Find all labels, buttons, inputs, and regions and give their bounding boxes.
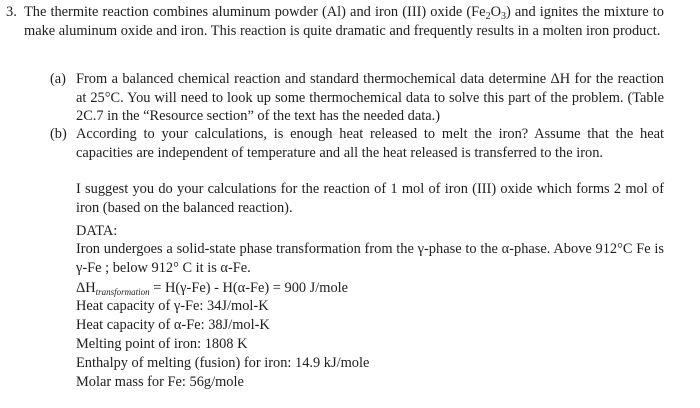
dh-transformation-line <box>76 279 348 297</box>
phase-transformation-text: Iron undergoes a solid-state phase transformation from the γ-phase to the α-phase. Above 912°C Fe is γ-Fe ; below 912° C it is α-Fe. <box>76 241 664 276</box>
dh-equation: = H(γ-Fe) - H(α-Fe) = 900 J/mole <box>149 280 349 296</box>
part-b-suggestion: I suggest you do your calculations for the reaction of 1 mol of iron (III) oxide which forms 2 mol of iron (based on the balanced reaction). <box>76 181 664 216</box>
data-item-alpha-heat-capacity: Heat capacity of α-Fe: 38J/mol-K <box>76 317 270 333</box>
intro-text-b: ) and ignites the mixture to make aluminum oxide and iron. This reaction is quite dramatic and frequently results in a molten iron product. <box>24 4 664 39</box>
intro-text-mid: O <box>490 4 501 20</box>
intro-subscript-1: 2 <box>485 11 491 22</box>
data-item-enthalpy-fusion: Enthalpy of melting (fusion) for iron: 14.9 kJ/mole <box>76 355 370 371</box>
part-a-text: From a balanced chemical reaction and standard thermochemical data determine ΔH for the reaction at 25°C. You will need to look up some thermochemical data to solve this part of the problem. (Table 2C.7 in the “Resource section” of the text has the needed data.) <box>76 71 664 124</box>
data-item-melting-point: Melting point of iron: 1808 K <box>76 336 248 352</box>
intro-subscript-2: 3 <box>500 11 506 22</box>
part-b-text: According to your calculations, is enough heat released to melt the iron? Assume that the heat capacities are independent of temperature and all the heat released is transferred to the iron. <box>76 126 664 161</box>
question-number: 3. <box>6 4 17 20</box>
data-item-gamma-heat-capacity: Heat capacity of γ-Fe: 34J/mol-K <box>76 298 269 314</box>
intro-text-a: The thermite reaction combines aluminum powder (Al) and iron (III) oxide (Fe <box>24 4 486 20</box>
part-a-label: (a) <box>50 71 66 87</box>
problem-intro <box>24 3 664 40</box>
data-item-molar-mass: Molar mass for Fe: 56g/mole <box>76 374 244 390</box>
part-b-label: (b) <box>50 126 67 142</box>
data-heading: DATA: <box>76 223 118 239</box>
dh-subscript: transformation <box>95 287 150 297</box>
dh-symbol: ΔH <box>76 280 96 296</box>
